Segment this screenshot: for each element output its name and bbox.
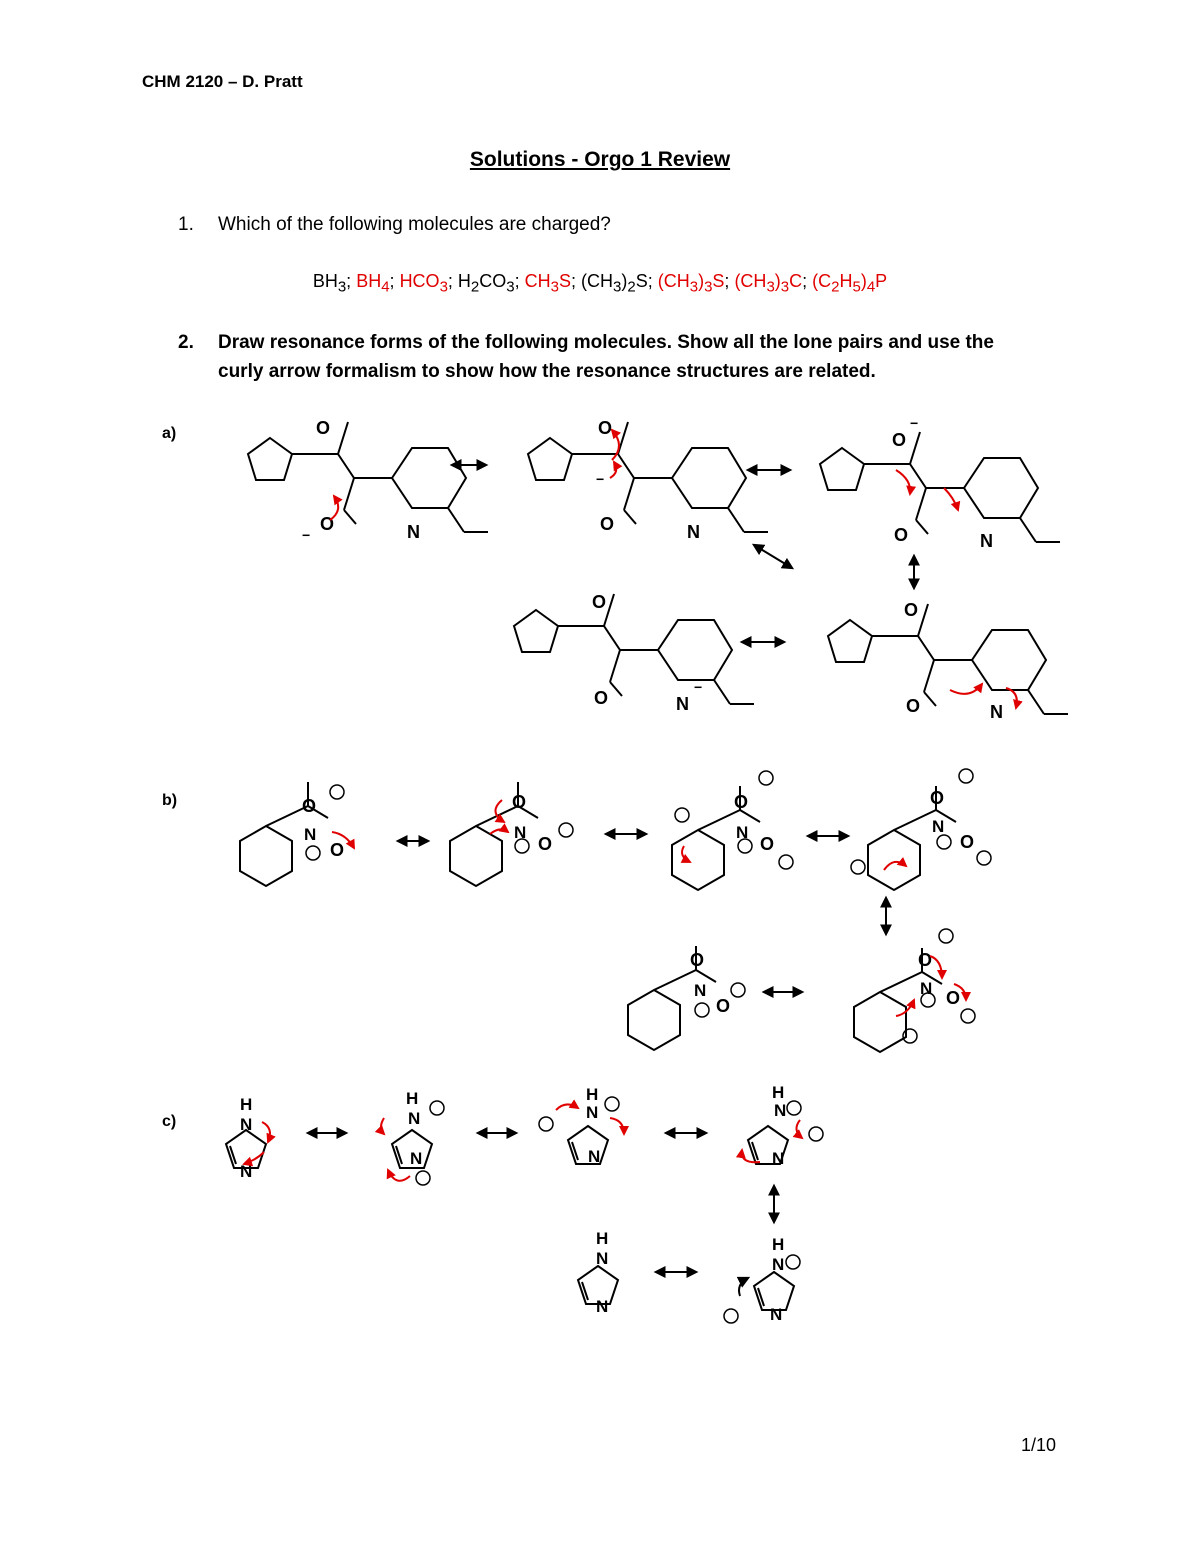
atom-n: N bbox=[408, 1109, 421, 1128]
atom-n: N bbox=[694, 981, 707, 1000]
atom-n: N bbox=[676, 694, 689, 714]
atom-n: N bbox=[932, 817, 945, 836]
atom-o: O bbox=[760, 834, 775, 854]
atom-o: O bbox=[906, 696, 921, 716]
atom-o: O bbox=[960, 832, 975, 852]
part-c-structures bbox=[226, 1083, 823, 1324]
atom-o: O bbox=[512, 792, 527, 812]
atom-n: N bbox=[990, 702, 1003, 722]
atom-o: O bbox=[892, 430, 907, 450]
atom-o: O bbox=[330, 840, 345, 860]
atom-o: O bbox=[894, 525, 909, 545]
molecule-bh3: $BH_3$ bbox=[312, 271, 347, 296]
page-number: 1/10 bbox=[1021, 1435, 1057, 1455]
atom-o: O bbox=[302, 796, 317, 816]
question-2-line-1: Draw resonance forms of the following molecules. Show all the lone pairs and use the bbox=[218, 332, 994, 353]
molecule-ch3s: $CH_3S$ bbox=[524, 271, 571, 296]
atom-n: N bbox=[514, 823, 527, 842]
atom-o: O bbox=[716, 996, 731, 1016]
atom-n: N bbox=[240, 1162, 253, 1181]
structure-a4 bbox=[514, 594, 754, 704]
atom-n: N bbox=[772, 1255, 785, 1274]
atom-o: O bbox=[946, 988, 961, 1008]
minus-charge: − bbox=[694, 679, 703, 695]
part-a-structures bbox=[248, 415, 1068, 722]
atom-o: O bbox=[316, 418, 331, 438]
atom-n: N bbox=[596, 1249, 609, 1268]
atom-n: N bbox=[772, 1149, 785, 1168]
question-2-line-2: curly arrow formalism to show how the resonance structures are related. bbox=[218, 361, 876, 382]
atom-o: O bbox=[930, 788, 945, 808]
molecule-hco3: $HCO_3$ bbox=[399, 271, 448, 296]
atom-o: O bbox=[598, 418, 613, 438]
part-a-label: a) bbox=[162, 425, 177, 442]
part-b-structures bbox=[240, 769, 991, 1052]
structure-a1 bbox=[248, 422, 488, 532]
page-title: Solutions - Orgo 1 Review bbox=[469, 148, 731, 171]
course-header: CHM 2120 – D. Pratt bbox=[142, 72, 303, 91]
atom-h: H bbox=[772, 1235, 785, 1254]
atom-n: N bbox=[596, 1297, 609, 1316]
atom-o: O bbox=[690, 950, 705, 970]
atom-o: O bbox=[904, 600, 919, 620]
atom-n: N bbox=[586, 1103, 599, 1122]
structure-a2 bbox=[528, 422, 768, 532]
question-1-number: 1. bbox=[178, 214, 194, 235]
atom-o: O bbox=[538, 834, 553, 854]
molecule-c2h5-4p: $(C_2H_5)_4P$ bbox=[812, 271, 888, 296]
atom-n: N bbox=[410, 1149, 423, 1168]
atom-n: N bbox=[980, 531, 993, 551]
atom-n: N bbox=[304, 825, 317, 844]
atom-o: O bbox=[594, 688, 609, 708]
atom-n: N bbox=[920, 979, 933, 998]
question-1-text: Which of the following molecules are charged? bbox=[218, 214, 611, 235]
atom-h: H bbox=[586, 1085, 599, 1104]
atom-n: N bbox=[240, 1115, 253, 1134]
atom-n: N bbox=[770, 1305, 783, 1324]
question-2-number: 2. bbox=[178, 332, 194, 353]
atom-h: H bbox=[406, 1089, 419, 1108]
minus-charge: − bbox=[302, 527, 311, 543]
atom-n: N bbox=[774, 1101, 787, 1120]
structure-a5 bbox=[828, 604, 1068, 714]
atom-n: N bbox=[687, 522, 700, 542]
atom-o: O bbox=[734, 792, 749, 812]
atom-o: O bbox=[320, 514, 335, 534]
atom-o: O bbox=[918, 950, 933, 970]
atom-h: H bbox=[240, 1095, 253, 1114]
minus-charge: − bbox=[910, 415, 919, 431]
molecule-ch3-3c: $(CH_3)_3C$ bbox=[734, 271, 803, 296]
molecule-list: $BH_3$; $BH_4$; $HCO_3$; $H_2CO_3$; $CH_3S$; $(CH_3)_2S$; $(CH_3)_3S$; $(CH_3)_3C$; $(C_2H_5)_4P$ bbox=[312, 271, 888, 296]
atom-n: N bbox=[736, 823, 749, 842]
atom-n: N bbox=[588, 1147, 601, 1166]
molecule-ch3-2s: $(CH_3)_2S$ bbox=[581, 271, 648, 296]
molecule-ch3-3s: $(CH_3)_3S$ bbox=[657, 271, 725, 296]
atom-h: H bbox=[772, 1083, 785, 1102]
atom-h: H bbox=[596, 1229, 609, 1248]
minus-charge: − bbox=[596, 471, 605, 487]
molecule-h2co3: $H_2CO_3$ bbox=[457, 271, 515, 296]
atom-o: O bbox=[592, 592, 607, 612]
structure-a3 bbox=[820, 432, 1060, 542]
atom-n: N bbox=[407, 522, 420, 542]
part-c-label: c) bbox=[162, 1113, 177, 1130]
part-b-label: b) bbox=[162, 792, 178, 809]
molecule-bh4: $BH_4$ bbox=[356, 271, 390, 296]
atom-o: O bbox=[600, 514, 615, 534]
